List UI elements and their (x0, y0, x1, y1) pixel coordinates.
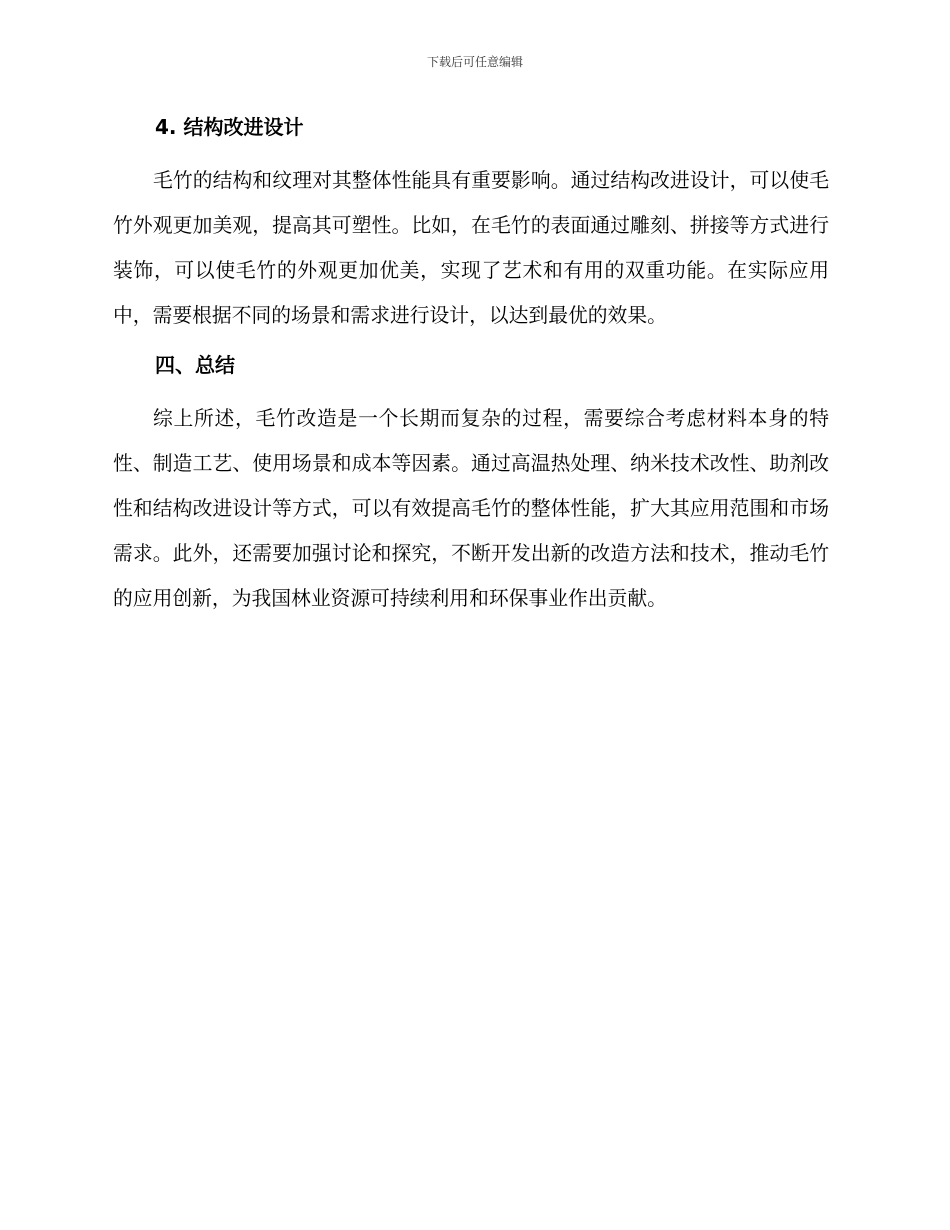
section-paragraph: 综上所述，毛竹改造是一个长期而复杂的过程，需要综合考虑材料本身的特性、制造工艺、使用场景和成本等因素。通过高温热处理、纳米技术改性、助剂改性和结构改进设计等方式，可以有效提高毛竹的整体性能，扩大其应用范围和市场需求。此外，还需要加强讨论和探究，不断开发出新的改造方法和技术，推动毛竹的应用创新，为我国林业资源可持续利用和环保事业作出贡献。 (113, 407, 829, 610)
page-header: 下载后可任意编辑 (426, 55, 523, 69)
document-body (113, 110, 829, 631)
section-structure-design (113, 110, 829, 338)
section-summary (113, 348, 829, 621)
section-heading: 四、总结 (155, 353, 235, 377)
section-heading: 4. 结构改进设计 (155, 115, 304, 139)
section-paragraph: 毛竹的结构和纹理对其整体性能具有重要影响。通过结构改进设计，可以使毛竹外观更加美观，提高其可塑性。比如，在毛竹的表面通过雕刻、拼接等方式进行装饰，可以使毛竹的外观更加优美，实现了艺术和有用的双重功能。在实际应用中，需要根据不同的场景和需求进行设计，以达到最优的效果。 (113, 169, 829, 327)
